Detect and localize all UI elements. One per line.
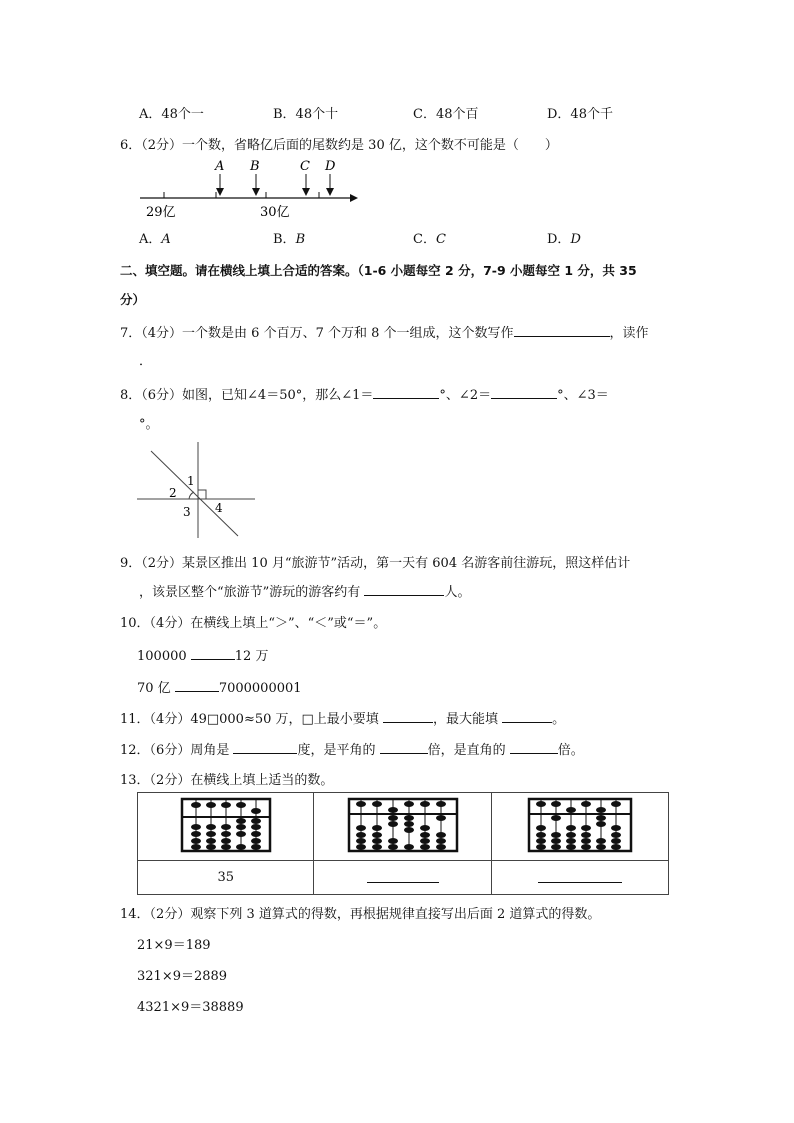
abacus-cell-3: [492, 793, 669, 861]
q8-label-2: 2: [169, 486, 177, 500]
abacus-cell-1: [138, 793, 314, 861]
q6-label-d: D: [325, 159, 336, 174]
q8-label-3: 3: [183, 505, 191, 519]
abacus-cell-2: [314, 793, 492, 861]
q12-blank-degrees[interactable]: [233, 740, 297, 754]
q5-option-d: D．48个千: [547, 107, 613, 122]
q13-abacus-table: [137, 792, 669, 895]
q14-equation-3: 4321×9＝38889: [137, 1000, 244, 1015]
abacus-answer-1: 35: [138, 861, 314, 895]
q7-line2: ．: [139, 354, 153, 369]
q8-angle-figure: [137, 440, 257, 540]
q6-tick-29: 29亿: [146, 205, 176, 220]
q11-blank-min[interactable]: [383, 709, 433, 723]
q12-line: 12．（6分）周角是 度，是平角的 倍，是直角的 倍。: [120, 739, 584, 758]
q5-option-b: B．48个十: [273, 107, 339, 122]
q10-blank-1[interactable]: [191, 646, 235, 660]
q11-line: 11．（4分）49□000≈50 万，□上最小要填 ，最大能填 。: [120, 708, 565, 727]
q6-stem: 6．（2分）一个数，省略亿后面的尾数约是 30 亿，这个数不可能是（ ）: [120, 138, 558, 153]
section2-heading: 二、填空题。请在横线上填上合适的答案。（1-6 小题每空 2 分，7-9 小题每空 1 分，共 35: [120, 263, 637, 278]
q12-blank-straight[interactable]: [380, 740, 428, 754]
q5-option-c: C．48个百: [413, 107, 479, 122]
q6-option-d: D．D: [547, 232, 581, 247]
q9-line2: ，该景区整个“旅游节”游玩的游客约有 人。: [139, 581, 470, 600]
q13-blank-3[interactable]: [538, 869, 622, 883]
q8-line1: 8．（6分）如图，已知∠4＝50°，那么∠1＝ °、∠2＝ °、∠3＝: [120, 384, 609, 403]
q8-line2: °。: [139, 417, 159, 432]
q12-blank-right[interactable]: [510, 740, 558, 754]
q14-equation-2: 321×9＝2889: [137, 969, 228, 984]
q8-label-4: 4: [215, 501, 223, 515]
abacus-3: [527, 797, 633, 853]
q6-arrow-d: [326, 174, 334, 196]
q6-option-b: B．B: [273, 232, 306, 247]
q11-blank-max[interactable]: [502, 709, 552, 723]
q8-blank-angle2[interactable]: [491, 385, 557, 399]
abacus-2: [347, 797, 459, 853]
q10-blank-2[interactable]: [175, 678, 219, 692]
q6-number-line: [136, 156, 360, 222]
abacus-answer-3: [492, 861, 669, 895]
q6-arrow-a: [216, 174, 224, 196]
q9-line1: 9．（2分）某景区推出 10 月“旅游节”活动，第一天有 604 名游客前往游玩，照这样估计: [120, 556, 631, 571]
q6-label-c: C: [300, 159, 310, 174]
abacus-1: [180, 797, 272, 853]
q10-row2: 70 亿 7000000001: [137, 677, 302, 696]
q10-stem: 10．（4分）在横线上填上“＞”、“＜”或“＝”。: [120, 616, 387, 631]
q6-option-c: C．C: [413, 232, 446, 247]
q6-label-b: B: [250, 159, 260, 174]
q6-option-a: A．A: [139, 232, 171, 247]
q8-label-1: 1: [187, 474, 195, 488]
q6-label-a: A: [215, 159, 225, 174]
q9-blank[interactable]: [364, 582, 444, 596]
q5-option-a: A．48个一: [139, 107, 204, 122]
q6-tick-30: 30亿: [260, 205, 290, 220]
q14-stem: 14．（2分）观察下列 3 道算式的得数，再根据规律直接写出后面 2 道算式的得数。: [120, 907, 601, 922]
q6-arrow-c: [302, 174, 310, 196]
q8-blank-angle1[interactable]: [373, 385, 439, 399]
abacus-answer-2: [314, 861, 492, 895]
q7-blank-written[interactable]: [514, 323, 610, 337]
q14-equation-1: 21×9＝189: [137, 938, 211, 953]
q7-line1: 7．（4分）一个数是由 6 个百万、7 个万和 8 个一组成，这个数写作 ，读作: [120, 322, 649, 341]
section2-heading-cont: 分）: [120, 292, 146, 307]
q10-row1: 100000 12 万: [137, 645, 268, 664]
q13-blank-2[interactable]: [367, 869, 439, 883]
q13-stem: 13．（2分）在横线上填上适当的数。: [120, 773, 334, 788]
q6-arrow-b: [252, 174, 260, 196]
